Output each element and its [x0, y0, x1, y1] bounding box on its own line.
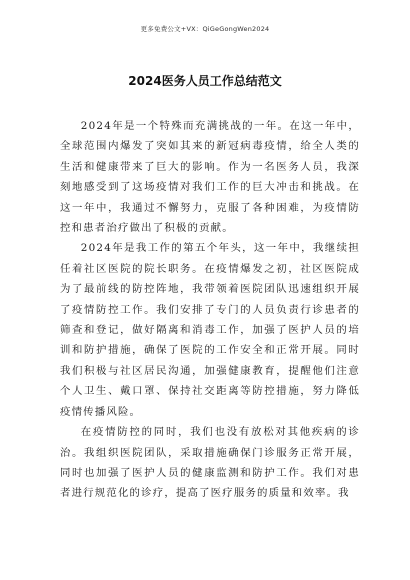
document-title: 2024医务人员工作总结范文	[128, 74, 282, 88]
paragraph: 2024年是一个特殊而充满挑战的一年。在这一年中，全球范围内爆发了突如其来的新冠病毒疫情，给全人类的生活和健康带来了巨大的影响。作为一名医务人员，我深刻地感受到了这场疫情对我们工作的巨大冲击和挑战。在这一年中，我通过不懈努力，克服了各种困难，为疫情防控和患者治疗做出了积极的贡献。	[60, 120, 360, 235]
paragraph: 2024年是我工作的第五个年头，这一年中，我继续担任着社区医院的院长职务。在疫情爆发之初，社区医院成为了最前线的防控阵地，我带领着医院团队迅速组织开展了疫情防控工作。我们安排了专门的人员负责行诊患者的筛查和登记，做好隔离和消毒工作，加强了医护人员的培训和防护措施，确保了医院的工作安全和正常开展。同时我们积极与社区居民沟通，加强健康教育，提醒他们注意个人卫生、戴口罩、保持社交距离等防控措施，努力降低疫情传播风险。	[60, 242, 360, 418]
paragraph: 在疫情防控的同时，我们也没有放松对其他疾病的诊治。我组织医院团队，采取措施确保门诊服务正常开展，同时也加强了医护人员的健康监测和防护工作。我们对患者进行规范化的诊疗，提高了医疗服务的质量和效率。我	[60, 426, 360, 500]
header-note: 更多免费公文+VX：QiGeGongWen2024	[140, 25, 270, 33]
document-body	[60, 116, 360, 504]
